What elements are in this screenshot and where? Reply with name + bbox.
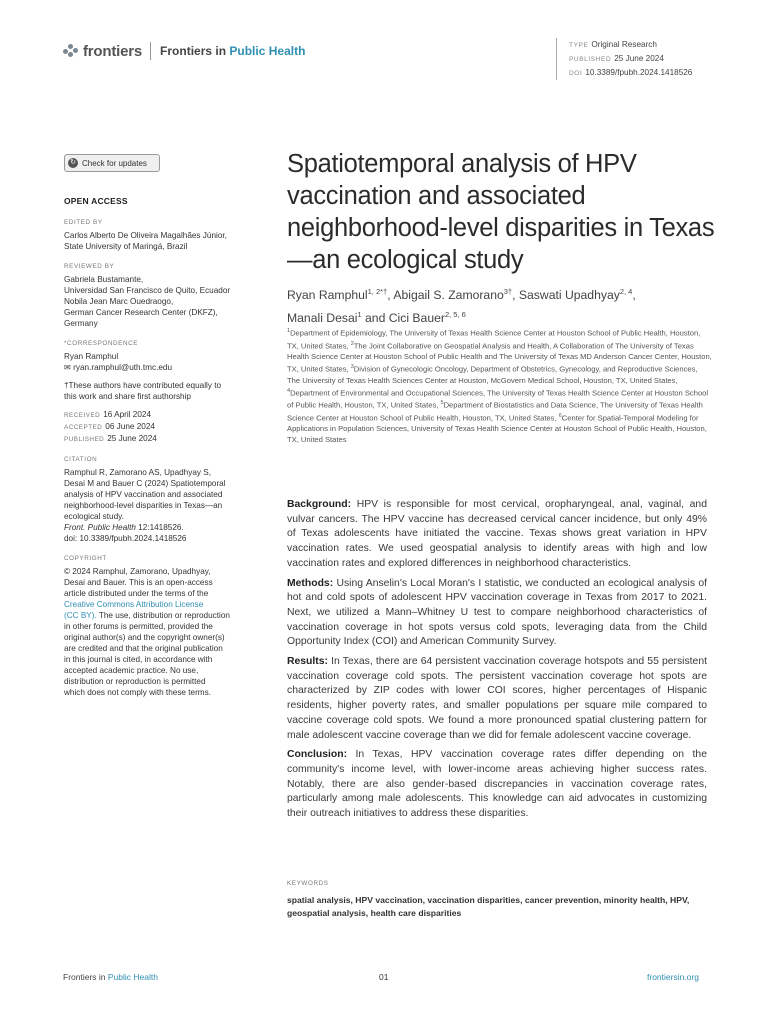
- check-updates-label: Check for updates: [82, 158, 147, 168]
- journal-name: Frontiers in Public Health: [160, 44, 306, 58]
- sidebar-published-date: PUBLISHED 25 June 2024: [64, 434, 157, 443]
- cc-license-link[interactable]: Creative Commons Attribution License: [64, 600, 204, 609]
- correspondence-label: *CORRESPONDENCE: [64, 340, 139, 347]
- abstract: [287, 498, 707, 827]
- author-name[interactable]: Abigail S. Zamorano: [393, 288, 504, 303]
- frontiers-logo-icon: [63, 44, 78, 59]
- author-name[interactable]: Cici Bauer: [388, 311, 445, 326]
- received-date: RECEIVED 16 April 2024: [64, 410, 152, 419]
- accepted-date: ACCEPTED 06 June 2024: [64, 422, 155, 431]
- affiliations: $^1$Department of Epidemiology, The University of Texas Health Science Center at Houston School of Public Health, Houston, TX, United States, $^2$The Joint Collaborative on Geospatial Analysis and Health, A Collaboration of The University of Texas Health Science Center at Houston School of Public Health and The University of Texas MD Anderson Cancer Center, Houston, TX, United States, $^3$Division of Gynecologic Oncology, Department of Obstetrics, Gynecology, and Reproductive Sciences, The University of Texas Health Sciences Center at Houston, McGovern Medical School, Houston, TX, United States, $^4$Department of Environmental and Occupational Sciences, The University of Texas Health Science Center at Houston School of Public Health, Houston, TX, United States, $^5$Department of Biostatistics and Data Science, The University of Texas Health Science Center at Houston School of Public Health, Houston, TX, United States, $^6$Center for Spatial-Temporal Modeling for Applications in Population Sciences, University of Texas Health Science Center at Houston School of Public Health, Houston, TX, United States: [287, 328, 712, 445]
- citation-label: CITATION: [64, 456, 98, 463]
- copyright-label: COPYRIGHT: [64, 555, 107, 562]
- edited-by-label: EDITED BY: [64, 219, 103, 226]
- author-name[interactable]: Ryan Ramphul: [287, 288, 368, 303]
- article-title: Spatiotemporal analysis of HPV vaccination and associated neighborhood-level disparities in Texas—an ecological study: [287, 150, 715, 274]
- sidebar-info: OPEN ACCESS EDITED BY Carlos Alberto De Oliveira Magalhães Júnior, State University of Maringá, Brazil REVIEWED BY Gabriela Bustamante, Universidad San Francisco de Quito, Ecuador Nobila Jean Marc Ouedraogo, German Cancer Research Center (DKFZ), Germany *CORRESPONDENCE Ryan Ramphul ✉ ryan.ramphul@uth.tmc.edu †These authors have contributed equally to this work and share first authorship RECEIVED 16 April 2024 ACCEPTED 06 June 2024 PUBLISHED 25 June 2024 CITATION Ramphul R, Zamorano AS, Upadhyay S, Desai M and Bauer C (2024) Spatiotemporal analysis of HPV vaccination and associated neighborhood-level disparities in Texas—an ecological study. Front. Public Health 12:1418526. doi: 10.3389/fpubh.2024.1418526 COPYRIGHT © 2024 Ramphul, Zamorano, Upadhyay, Desai and Bauer. This is an open-access article distributed under the terms of the Creative Commons Attribution License (CC BY). The use, distribution or reproduction in other forums is permitted, provided the original author(s) and the copyright owner(s) are credited and that the original publication in this journal is cited, in accordance with accepted academic practice. No use, distribution or reproduction is permitted which does not comply with these terms.: [64, 196, 264, 698]
- author-name[interactable]: Saswati Upadhyay: [518, 288, 620, 303]
- abstract-conclusion: Conclusion: In Texas, HPV vaccination coverage rates differ depending on the community's income level, with lower-income areas achieving higher success rates. Notably, there are also gender-based discrepancies in vaccination coverage rates, particularly among male adolescents. This knowledge can aid advocates in customizing their outreach initiatives to address these disparities.: [287, 749, 707, 820]
- reviewed-by-label: REVIEWED BY: [64, 263, 115, 270]
- doi-link[interactable]: 10.3389/fpubh.2024.1418526: [585, 68, 693, 77]
- article-meta: TYPE Original Research PUBLISHED 25 June 2024 DOI 10.3389/fpubh.2024.1418526: [556, 38, 692, 80]
- keywords-label: KEYWORDS: [287, 880, 329, 887]
- author-list: Ryan Ramphul$^{1, 2*\dagger}$, Abigail S. Zamorano$^{3\dagger}$, Saswati Upadhyay$^{2, 4}$, Manali Desai$^1$ and Cici Bauer$^{2, 5, 6}$: [287, 287, 636, 326]
- refresh-icon: ↻: [68, 158, 78, 168]
- citation-journal: Front. Public Health 12:1418526.: [64, 523, 184, 532]
- page-number: 01: [379, 972, 389, 982]
- correspondence-name: Ryan Ramphul: [64, 352, 119, 361]
- check-for-updates-button[interactable]: [64, 154, 160, 172]
- logo-divider: [150, 42, 151, 60]
- article-type: Original Research: [591, 40, 657, 49]
- abstract-methods: Methods: Using Anselin's Local Moran's I statistic, we conducted an ecological analysis of hot and cold spots of adolescent HPV vaccination coverage in Texas from 2017 to 2021. Next, we utilized a Mann–Whitney U test to compare neighborhood characteristics of vaccination coverage in hot spots versus cold spots, leveraging data from the Child Opportunity Index (COI) and American Community Survey.: [287, 577, 707, 648]
- published-date: 25 June 2024: [614, 54, 664, 63]
- open-access-label: OPEN ACCESS: [64, 196, 128, 206]
- equal-contribution-note: †These authors have contributed equally to: [64, 381, 222, 390]
- logo-text: frontiers: [83, 42, 143, 60]
- abstract-results: Results: In Texas, there are 64 persistent vaccination coverage hotspots and 55 persistent vaccination coverage cold spots. The persistent vaccination coverage hot spots are characterized by ZIP codes with lower COI scores, higher percentages of Hispanic residents, higher poverty rates, and smaller populations per square mile compared to vaccine coverage cold spots. We found a more pronounced spatial clustering pattern for male adolescent vaccine coverage than we did for female adolescent vaccine coverage.: [287, 656, 707, 741]
- citation-doi[interactable]: doi: 10.3389/fpubh.2024.1418526: [64, 534, 187, 543]
- keywords: spatial analysis, HPV vaccination, vaccination disparities, cancer prevention, minority health, HPV, geospatial analysis, health care disparities: [287, 895, 690, 918]
- footer-journal: Frontiers in Public Health: [63, 972, 158, 982]
- frontiers-logo[interactable]: [63, 42, 305, 60]
- cc-by-link[interactable]: (CC BY).: [64, 611, 97, 620]
- footer-site-link[interactable]: frontiersin.org: [647, 972, 699, 982]
- correspondence-email[interactable]: ✉ ryan.ramphul@uth.tmc.edu: [64, 363, 173, 372]
- abstract-background: Background: HPV is responsible for most cervical, oropharyngeal, anal, vaginal, and vulvar cancers. The HPV vaccine has decreased cervical cancer incidence, but only 49% of Texas adolescents have initiated the vaccine. Texas shows great variation in HPV vaccination rates. We used geospatial analysis to identify areas with high and low vaccination rates and explored differences in neighborhood characteristics.: [287, 499, 707, 569]
- author-name[interactable]: Manali Desai: [287, 311, 358, 326]
